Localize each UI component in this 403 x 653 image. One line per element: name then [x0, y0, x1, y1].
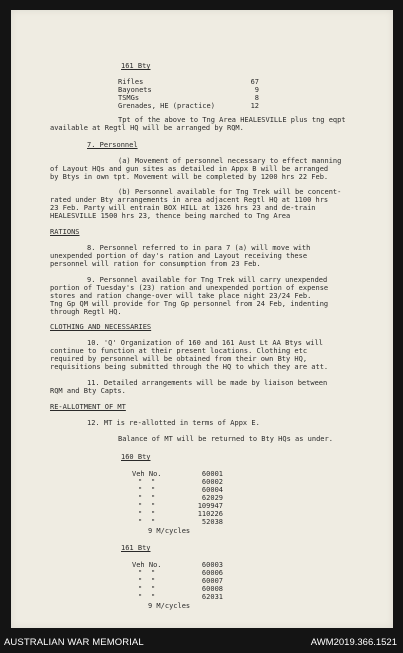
footer-institution: AUSTRALIAN WAR MEMORIAL [4, 637, 144, 648]
battery-161-heading: 161 Bty [121, 62, 151, 70]
vehicle-number: 62031 [201, 593, 223, 601]
ditto-mark: " [151, 478, 156, 486]
footer-accession-number: AWM2019.366.1521 [310, 637, 397, 648]
ditto-mark: " [138, 593, 143, 601]
ditto-mark: " [138, 585, 143, 593]
ditto-mark: " [151, 510, 156, 518]
ditto-mark: " [138, 478, 143, 486]
mt-heading: RE-ALLOTMENT OF MT [50, 403, 126, 411]
vehicle-number: 110226 [197, 510, 223, 518]
section-personnel-heading: 7. Personnel [87, 141, 138, 149]
weapon-value: 67 [250, 78, 259, 86]
document-page: 161 Bty Rifles 67 Bayonets 9 TSMGs 8 Grenades, HE (practice) 12 Tpt of the above to Tng Area HEALESVILLE plus tng eqpt available at Regtl HQ will be arranged by RQM. 7. Personnel (a) Movement of personnel necessary to effect manning of Layout HQs and gun sites as detailed in Appx B will be arranged by Btys in own tpt. Movement will be completed by 1200 hrs 22 Feb. (b) Personnel available for Tng Trek will be concent- rated under Bty arrangements in area adjacent Regtl HQ at 1100 hrs 23 Feb. Party will entrain BOX HILL at 1326 hrs 23 and de-train HEALESVILLE 1500 hrs 23, thence being marched to Tng Area RATIONS 8. Personnel referred to in para 7 (a) will move with unexpended portion of day's ration and Layout receiving these personnel will ration for consumption from 23 Feb. 9. Personnel available for Tng Trek will carry unexpended portion of Tuesday's (23) ration and unexpended portion of expense stores and ration change-over will take place night 23/24 Feb. Tng Gp QM will provide for Tng Gp personnel from 24 Feb, indenting through Regtl HQ. CLOTHING AND NECESSARIES 10. 'Q' Organization of 160 and 161 Aust Lt AA Btys will continue to function at their present locations. Clothing etc required by personnel will be obtained from their own Bty HQ, requisitions being submitted through the HQ to which they are att. 11. Detailed arrangements will be made by liaison between RQM and Bty Capts. RE-ALLOTMENT OF MT 12. MT is re-allotted in terms of Appx E. Balance of MT will be returned to Bty HQs as under. 160 Bty Veh No. " " " " " " " " " " " " 60001 60002 60004 62029 109947 110226 52038 9 M/cycles 161 Bty Veh No. " " " " " " " " 60003 60006 60007 60008 62031 9 M/cycles [11, 10, 393, 628]
veh-no-label: Veh No. [132, 470, 162, 478]
battery-161-vehicle-heading: 161 Bty [121, 544, 151, 552]
vehicle-number: 52038 [201, 518, 223, 526]
weapon-label: Grenades, HE (practice) [118, 102, 215, 110]
motorcycle-count: 9 M/cycles [148, 602, 191, 610]
weapon-label: Bayonets [118, 86, 152, 94]
weapon-value: 8 [254, 94, 259, 102]
vehicle-number: 60004 [201, 486, 223, 494]
ditto-mark: " [151, 569, 156, 577]
weapon-value: 12 [250, 102, 259, 110]
paragraph-12: 12. MT is re-allotted in terms of Appx E. [87, 419, 260, 427]
veh-no-label: Veh No. [132, 561, 162, 569]
vehicle-number: 60007 [201, 577, 223, 585]
ditto-mark: " [138, 577, 143, 585]
vehicle-number: 60006 [201, 569, 223, 577]
rations-heading: RATIONS [50, 228, 80, 236]
ditto-mark: " [151, 577, 156, 585]
clothing-heading: CLOTHING AND NECESSARIES [50, 323, 152, 331]
ditto-mark: " [138, 502, 143, 510]
archive-footer [0, 631, 403, 653]
vehicle-number: 109947 [197, 502, 223, 510]
ditto-mark: " [151, 502, 156, 510]
vehicle-number: 62029 [201, 494, 223, 502]
weapon-label: TSMGs [118, 94, 140, 102]
ditto-mark: " [138, 510, 143, 518]
ditto-mark: " [138, 569, 143, 577]
ditto-mark: " [138, 486, 143, 494]
ditto-mark: " [151, 585, 156, 593]
paragraph-12-balance: Balance of MT will be returned to Bty HQs as under. [118, 435, 333, 443]
vehicle-number: 60003 [201, 561, 223, 569]
vehicle-number: 60008 [201, 585, 223, 593]
motorcycle-count: 9 M/cycles [148, 527, 191, 535]
ditto-mark: " [138, 518, 143, 526]
weapon-value: 9 [254, 86, 259, 94]
vehicle-number: 60002 [201, 478, 223, 486]
weapon-label: Rifles [118, 78, 144, 86]
ditto-mark: " [151, 494, 156, 502]
ditto-mark: " [151, 486, 156, 494]
ditto-mark: " [138, 494, 143, 502]
vehicle-number: 60001 [201, 470, 223, 478]
battery-160-heading: 160 Bty [121, 453, 151, 461]
ditto-mark: " [151, 593, 156, 601]
ditto-mark: " [151, 518, 156, 526]
